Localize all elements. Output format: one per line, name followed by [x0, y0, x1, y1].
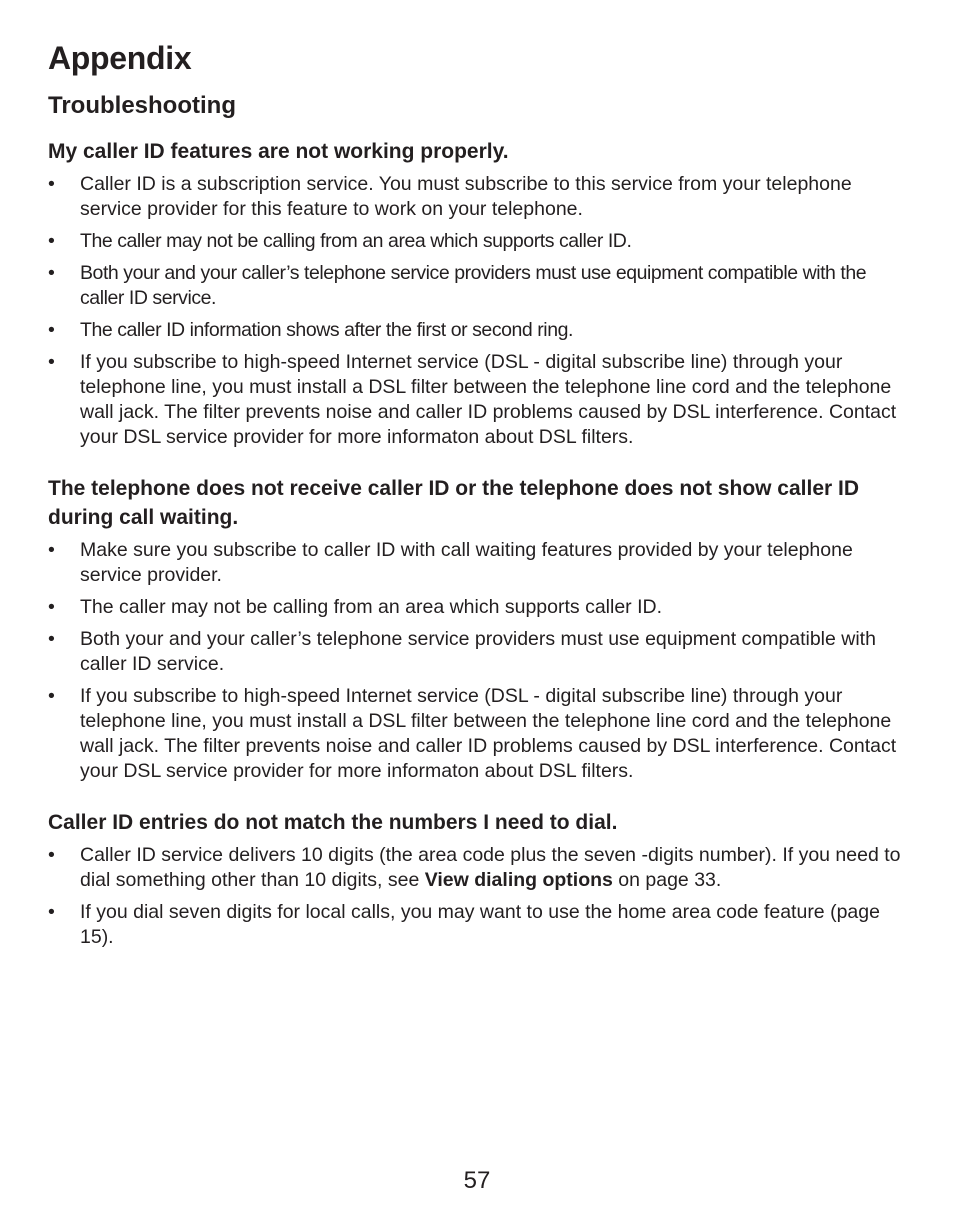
list-item [48, 172, 908, 222]
page-number: 57 [463, 1167, 491, 1194]
page-title: Appendix [48, 40, 192, 76]
list-item [48, 900, 908, 950]
bullet-icon: • [48, 685, 55, 707]
list-item-text: Make sure you subscribe to caller ID with call waiting features provided by your telephone service provider. [80, 539, 853, 586]
list-item-text: The caller may not be calling from an area which supports caller ID. [80, 230, 632, 252]
list-item-text: The caller may not be calling from an area which supports caller ID. [80, 596, 663, 618]
bullet-icon: • [48, 173, 55, 195]
solution-list-caller-id-not-working [48, 172, 908, 450]
list-item [48, 318, 908, 343]
list-item-text: Both your and your caller’s telephone service providers must use equipment compatible with the caller ID service. [80, 262, 867, 309]
bullet-icon: • [48, 230, 55, 252]
list-item [48, 229, 908, 254]
problem-heading-call-waiting: The telephone does not receive caller ID or the telephone does not show caller ID during call waiting. [48, 477, 860, 529]
list-item-text: Caller ID is a subscription service. You must subscribe to this service from your telephone service provider for this feature to work on your telephone. [80, 173, 852, 220]
list-item-text: Both your and your caller’s telephone service providers must use equipment compatible with caller ID service. [80, 628, 876, 675]
solution-list-entries-mismatch [48, 843, 908, 950]
section-title: Troubleshooting [48, 92, 236, 119]
list-item-text: Caller ID service delivers 10 digits (the area code plus the seven -digits number). If you need to dial something other than 10 digits, see [80, 844, 901, 891]
bullet-icon: • [48, 844, 55, 866]
solution-list-call-waiting [48, 538, 908, 784]
bullet-icon: • [48, 628, 55, 650]
list-item-text: If you subscribe to high-speed Internet service (DSL - digital subscribe line) through your telephone line, you must install a DSL filter between the telephone line cord and the telephone wall jack. The filter prevents noise and caller ID problems caused by DSL interference. Contact your DSL service provider for more informaton about DSL filters. [80, 351, 897, 448]
troubleshooting-content [48, 137, 908, 957]
list-item [48, 538, 908, 588]
bullet-icon: • [48, 351, 55, 373]
list-item-text-suffix: on page 33. [612, 869, 722, 891]
problem-heading-caller-id-not-working: My caller ID features are not working properly. [48, 140, 509, 163]
bullet-icon: • [48, 262, 55, 284]
bullet-icon: • [48, 319, 55, 341]
bullet-icon: • [48, 596, 55, 618]
list-item [48, 261, 908, 311]
list-item [48, 684, 908, 784]
list-item [48, 595, 908, 620]
list-item-text: The caller ID information shows after the first or second ring. [80, 319, 573, 341]
bullet-icon: • [48, 539, 55, 561]
list-item-text: If you dial seven digits for local calls, you may want to use the home area code feature (page 15). [80, 901, 880, 948]
list-item [48, 350, 908, 450]
bullet-icon: • [48, 901, 55, 923]
list-item [48, 843, 908, 893]
view-dialing-options-reference: View dialing options [424, 869, 613, 891]
problem-heading-entries-mismatch: Caller ID entries do not match the numbers I need to dial. [48, 811, 618, 834]
list-item [48, 627, 908, 677]
list-item-text: If you subscribe to high-speed Internet service (DSL - digital subscribe line) through your telephone line, you must install a DSL filter between the telephone line cord and the telephone wall jack. The filter prevents noise and caller ID problems caused by DSL interference. Contact your DSL service provider for more informaton about DSL filters. [80, 685, 897, 782]
